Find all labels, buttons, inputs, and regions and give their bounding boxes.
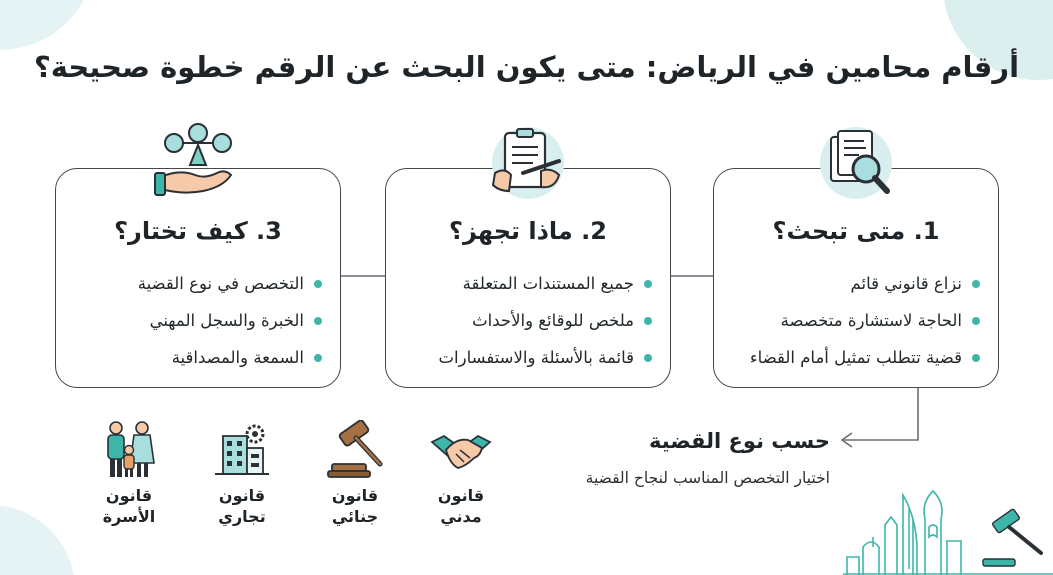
bullet-dot (972, 317, 980, 325)
law-type-family (84, 420, 174, 527)
list-item-text: الخبرة والسجل المهني (149, 310, 304, 330)
law-label-line1: قانون (105, 486, 153, 505)
card-list (400, 265, 652, 376)
law-label-line2: مدني (440, 507, 482, 526)
elbow-arrow-icon (830, 388, 930, 448)
list-item (70, 302, 322, 339)
hand-scales-icon (153, 121, 243, 211)
case-type-subtitle: اختيار التخصص المناسب لنجاح القضية (585, 469, 830, 487)
list-item-text: السمعة والمصداقية (171, 347, 304, 367)
law-label-line1: قانون (331, 486, 379, 505)
card-list (728, 265, 980, 376)
bullet-dot (644, 317, 652, 325)
law-type-commercial (197, 420, 287, 527)
list-item-text: نزاع قانوني قائم (850, 273, 962, 293)
law-label (310, 485, 400, 527)
list-item-text: قائمة بالأسئلة والاستفسارات (438, 347, 634, 367)
background-circle-bottom-left (0, 505, 75, 575)
list-item (70, 339, 322, 376)
clipboard-writing-icon (483, 121, 573, 211)
list-item-text: جميع المستندات المتعلقة (462, 273, 634, 293)
page-title: أرقام محامين في الرياض: متى يكون البحث عن الرقم خطوة صحيحة؟ (33, 50, 1020, 84)
list-item (728, 302, 980, 339)
case-type-heading: حسب نوع القضية (649, 429, 830, 453)
law-label-line1: قانون (437, 486, 485, 505)
connector-card2-card3 (340, 275, 385, 277)
list-item-text: قضية تتطلب تمثيل أمام القضاء (749, 347, 962, 367)
gavel-icon (322, 420, 388, 480)
document-magnifier-icon (811, 121, 901, 211)
law-label (197, 485, 287, 527)
list-item-text: التخصص في نوع القضية (137, 273, 304, 293)
card-when-to-search (713, 168, 999, 388)
list-item (400, 265, 652, 302)
bullet-dot (314, 354, 322, 362)
family-icon (96, 420, 162, 480)
card-list (70, 265, 322, 376)
list-item-text: الحاجة لاستشارة متخصصة (780, 310, 962, 330)
riyadh-skyline-icon (843, 485, 1053, 575)
list-item-text: ملخص للوقائع والأحداث (472, 310, 634, 330)
list-item (728, 265, 980, 302)
bullet-dot (644, 354, 652, 362)
office-building-gear-icon (209, 420, 275, 480)
bullet-dot (972, 280, 980, 288)
card-how-to-choose (55, 168, 341, 388)
bullet-dot (644, 280, 652, 288)
card-title: 3. كيف تختار؟ (114, 217, 282, 245)
law-type-civil (416, 420, 506, 527)
connector-card1-card2 (669, 275, 714, 277)
law-label (84, 485, 174, 527)
bullet-dot (972, 354, 980, 362)
list-item (400, 302, 652, 339)
list-item (400, 339, 652, 376)
handshake-icon (428, 420, 494, 480)
card-title: 2. ماذا تجهز؟ (449, 217, 607, 245)
law-label-line1: قانون (218, 486, 266, 505)
bullet-dot (314, 317, 322, 325)
law-label-line2: الأسرة (102, 507, 156, 526)
law-label-line2: جنائي (331, 507, 379, 526)
bullet-dot (314, 280, 322, 288)
card-what-to-prepare (385, 168, 671, 388)
background-circle-top-left (0, 0, 95, 50)
list-item (70, 265, 322, 302)
card-title: 1. متى تبحث؟ (772, 217, 940, 245)
law-label-line2: تجاري (218, 507, 266, 526)
list-item (728, 339, 980, 376)
law-type-criminal (310, 420, 400, 527)
law-label (416, 485, 506, 527)
